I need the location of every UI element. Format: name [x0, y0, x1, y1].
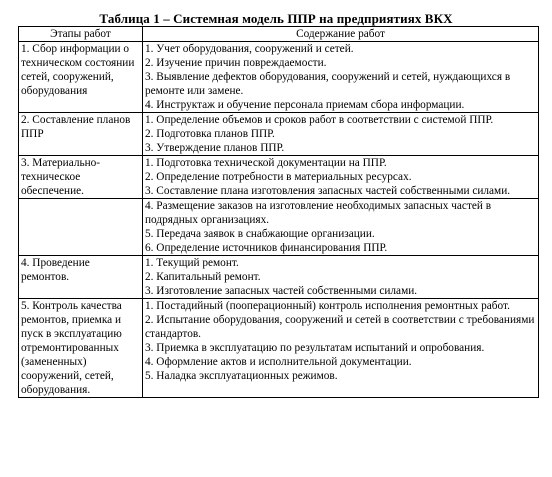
ppr-table [18, 26, 539, 398]
table-title: Таблица 1 – Системная модель ППР на предприятиях ВКХ [99, 11, 453, 26]
work-item: 4. Размещение заказов на изготовление необходимых запасных частей в подрядных организациях. [145, 200, 492, 226]
work-item: 2. Капитальный ремонт. [145, 271, 261, 283]
work-item: 1. Учет оборудования, сооружений и сетей. [145, 43, 354, 55]
work-item: 3. Изготовление запасных частей собственными силами. [145, 285, 418, 297]
stage-cell: 1. Сбор информации о техническом состоянии сетей, сооружений, оборудования [19, 42, 143, 113]
work-item: 6. Определение источников финансирования ППР. [145, 242, 388, 254]
work-item: 2. Изучение причин повреждаемости. [145, 57, 327, 69]
work-item: 5. Наладка эксплуатационных режимов. [145, 370, 338, 382]
header-stages: Этапы работ [19, 27, 143, 42]
work-item: 4. Оформление актов и исполнительной документации. [145, 356, 412, 368]
table-row [19, 199, 539, 256]
work-item: 5. Передача заявок в снабжающие организации. [145, 228, 375, 240]
work-item: 3. Приемка в эксплуатацию по результатам испытаний и опробования. [145, 342, 485, 354]
stage-cell: 4. Проведение ремонтов. [19, 256, 143, 299]
stage-cell [19, 199, 143, 256]
content-cell [143, 156, 539, 199]
work-item: 1. Постадийный (пооперационный) контроль исполнения ремонтных работ. [145, 300, 510, 312]
content-cell [143, 113, 539, 156]
work-item: 1. Текущий ремонт. [145, 257, 239, 269]
work-item: 2. Испытание оборудования, сооружений и сетей в соответствии с требованиями стандартов. [145, 314, 535, 340]
stage-cell: 5. Контроль качества ремонтов, приемка и пуск в эксплуатацию отремонтированных (замененных) сооружений, сетей, оборудования. [19, 299, 143, 398]
content-cell [143, 256, 539, 299]
work-item: 3. Утверждение планов ППР. [145, 142, 285, 154]
work-item: 4. Инструктаж и обучение персонала приемам сбора информации. [145, 99, 465, 111]
table-row [19, 299, 539, 398]
work-item: 2. Определение потребности в материальных ресурсах. [145, 171, 412, 183]
table-row [19, 256, 539, 299]
work-item: 3. Выявление дефектов оборудования, сооружений и сетей, нуждающихся в ремонте или замене. [145, 71, 511, 97]
work-item: 1. Подготовка технической документации на ППР. [145, 157, 387, 169]
content-cell [143, 199, 539, 256]
work-item: 1. Определение объемов и сроков работ в соответствии с системой ППР. [145, 114, 494, 126]
table-row [19, 113, 539, 156]
table-header-row [19, 27, 539, 42]
work-item: 2. Подготовка планов ППР. [145, 128, 275, 140]
table-row [19, 42, 539, 113]
work-item: 3. Составление плана изготовления запасных частей собственными силами. [145, 185, 511, 197]
content-cell [143, 42, 539, 113]
stage-cell: 2. Составление планов ППР [19, 113, 143, 156]
table-row [19, 156, 539, 199]
header-content: Содержание работ [143, 27, 539, 42]
stage-cell: 3. Материально-техническое обеспечение. [19, 156, 143, 199]
content-cell [143, 299, 539, 398]
